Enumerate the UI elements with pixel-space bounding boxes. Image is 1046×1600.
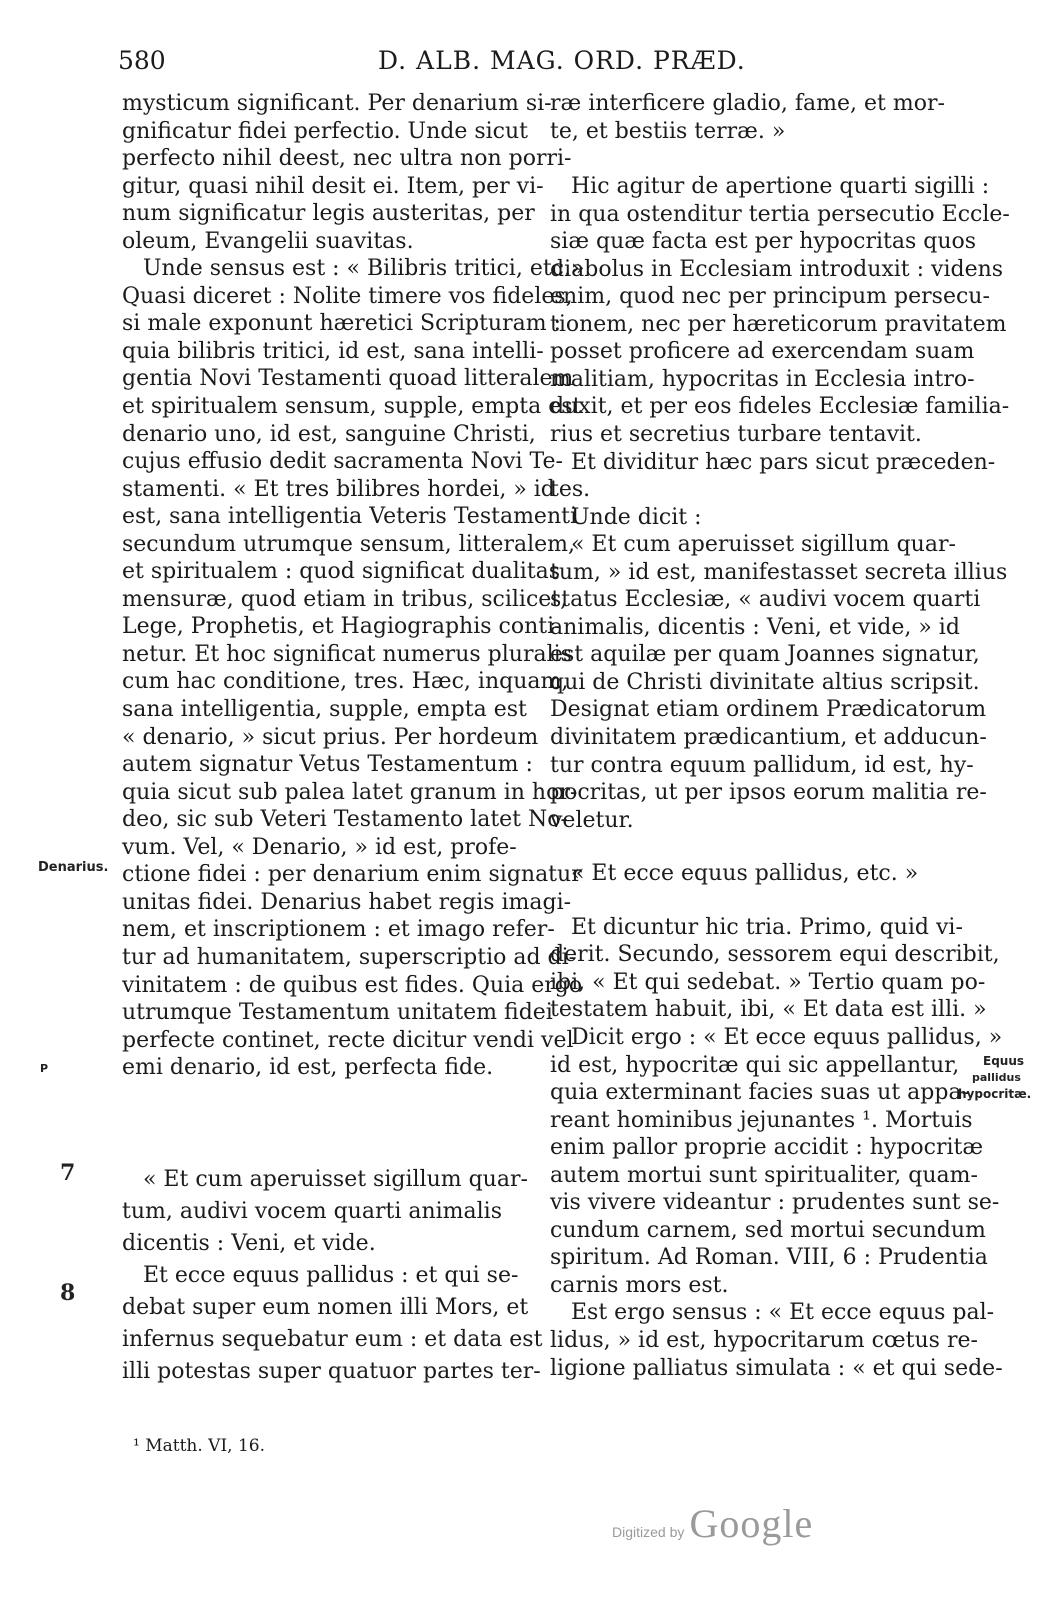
text-line: in qua ostenditur tertia persecutio Eccle- (550, 201, 1010, 227)
text-line: vis vivere videantur : prudentes sunt se- (550, 1190, 1000, 1216)
text-line: autem mortui sunt spiritualiter, quam- (550, 1162, 978, 1188)
text-line: siæ quæ facta est per hypocritas quos (550, 229, 977, 255)
right-text-c (550, 914, 1003, 1382)
text-line: netur. Et hoc significat numerus pluralis (122, 641, 572, 667)
text-line: Et dicuntur hic tria. Primo, quid vi- (550, 914, 963, 940)
text-line: deo, sic sub Veteri Testamento latet No- (122, 807, 568, 833)
left-verse-text (122, 1164, 543, 1388)
text-line: illi potestas super quatuor partes ter- (122, 1358, 541, 1384)
text-line: denario uno, id est, sanguine Christi, (122, 421, 536, 447)
text-line: « denario, » sicut prius. Per hordeum (122, 724, 539, 750)
text-line: sana intelligentia, supple, empta est (122, 697, 527, 723)
text-line: Est ergo sensus : « Et ecce equus pal- (550, 1300, 995, 1326)
text-line: tionem, nec per hæreticorum pravitatem (550, 311, 1007, 337)
margin-note-equus-2: pallidus (972, 1071, 1021, 1084)
text-line: ræ interficere gladio, fame, et mor- (550, 91, 945, 116)
text-line: gnificatur fidei perfectio. Unde sicut (122, 118, 529, 144)
text-line: est, sana intelligentia Veteris Testamenti (122, 504, 577, 530)
text-line: enim, quod nec per principum persecu- (550, 284, 990, 310)
text-line: vinitatem : de quibus est fides. Quia ergo (122, 972, 583, 998)
margin-note-verse-7: 7 (60, 1160, 76, 1186)
text-line: unitas fidei. Denarius habet regis imagi- (122, 889, 572, 915)
text-line: rius et secretius turbare tentavit. (550, 422, 922, 448)
text-line: veletur. (550, 807, 634, 833)
text-line: id est, hypocritæ qui sic appellantur, (550, 1052, 960, 1078)
text-line: pocritas, ut per ipsos eorum malitia re- (550, 780, 987, 806)
text-line: Lege, Prophetis, et Hagiographis conti- (122, 614, 562, 640)
text-line: perfecte continet, recte dicitur vendi vel (122, 1027, 574, 1053)
text-line: Designat etiam ordinem Prædicatorum (550, 697, 987, 723)
right-column (550, 90, 1010, 1382)
text-line: malitiam, hypocritas in Ecclesia intro- (550, 366, 975, 392)
text-line: testatem habuit, ibi, « Et data est illi. » (550, 997, 987, 1023)
text-line: utrumque Testamentum unitatem fidei (122, 1000, 553, 1026)
text-line: gentia Novi Testamenti quoad litteralem (122, 366, 574, 392)
margin-note-equus-1: Equus (983, 1054, 1025, 1068)
text-line: carnis mors est. (550, 1272, 729, 1298)
margin-note-denarius: Denarius. (38, 860, 109, 875)
text-line: Et dividitur hæc pars sicut præceden- (550, 449, 996, 475)
text-line: qui de Christi divinitate altius scripsit. (550, 669, 980, 695)
text-line: posset proficere ad exercendam suam (550, 339, 975, 365)
text-line: perfecto nihil deest, nec ultra non porri- (122, 146, 572, 172)
text-line: « Et cum aperuisset sigillum quar- (550, 532, 956, 558)
text-line: enim pallor proprie accidit : hypocritæ (550, 1135, 984, 1161)
right-text-a (550, 90, 955, 145)
text-line: secundum utrumque sensum, litteralem, (122, 531, 575, 557)
text-line: est aquilæ per quam Joannes signatur, (550, 642, 980, 668)
text-line: diabolus in Ecclesiam introduxit : videns (550, 256, 1004, 282)
text-line: cundum carnem, sed mortui secundum (550, 1217, 986, 1243)
watermark-brand: Google (689, 1501, 814, 1546)
text-line: tum, audivi vocem quarti animalis (122, 1198, 503, 1224)
margin-note-verse-8: 8 (60, 1280, 76, 1306)
text-line: gitur, quasi nihil desit ei. Item, per vi- (122, 173, 544, 199)
text-line: quia exterminant facies suas ut appa- (550, 1080, 969, 1106)
text-line: tum, » id est, manifestasset secreta illius (550, 559, 1008, 585)
text-line: stamenti. « Et tres bilibres hordei, » id (122, 476, 555, 502)
text-line: Quasi diceret : Nolite timere vos fideles, (122, 283, 573, 309)
text-line: cujus effusio dedit sacramenta Novi Te- (122, 449, 563, 475)
text-line: autem signatur Vetus Testamentum : (122, 752, 533, 778)
text-line: reant hominibus jejunantes ¹. Mortuis (550, 1107, 973, 1133)
text-line: cum hac conditione, tres. Hæc, inquam, (122, 669, 569, 695)
text-line: divinitatem prædicantium, et adducun- (550, 725, 987, 751)
text-line: tur contra equum pallidum, id est, hy- (550, 752, 974, 778)
text-line: vum. Vel, « Denario, » id est, profe- (122, 834, 517, 860)
text-line: debat super eum nomen illi Mors, et (122, 1294, 529, 1320)
text-line: mensuræ, quod etiam in tribus, scilicet, (122, 586, 568, 612)
text-line: « Et cum aperuisset sigillum quar- (122, 1166, 528, 1192)
text-line: et spiritualem sensum, supple, empta est (122, 394, 582, 420)
digitized-watermark (612, 1500, 813, 1547)
text-line: et spiritualem : quod significat dualitas (122, 559, 561, 585)
text-line: nem, et inscriptionem : et imago refer- (122, 917, 555, 943)
text-line: tur ad humanitatem, superscriptio ad di- (122, 944, 577, 970)
text-line: Dicit ergo : « Et ecce equus pallidus, » (550, 1024, 1003, 1050)
text-line: emi denario, id est, perfecta fide. (122, 1055, 494, 1081)
text-line: derit. Secundo, sessorem equi describit, (550, 942, 1000, 968)
text-line: num significatur legis austeritas, per (122, 201, 535, 227)
text-line: spiritum. Ad Roman. VIII, 6 : Prudentia (550, 1245, 988, 1271)
text-line: Unde dicit : (550, 504, 702, 530)
text-line: quia bilibris tritici, id est, sana intelli- (122, 338, 544, 364)
text-line: tes. (550, 477, 591, 503)
text-line: ligione palliatus simulata : « et qui sede- (550, 1355, 1003, 1381)
text-line: quia sicut sub palea latet granum in hor- (122, 779, 578, 805)
margin-note-verse-p: P (40, 1062, 49, 1075)
text-line: Hic agitur de apertione quarti sigilli : (550, 174, 990, 200)
text-line: Et ecce equus pallidus : et qui se- (122, 1262, 519, 1288)
margin-note-equus-3: hypocritæ. (958, 1087, 1032, 1101)
right-text-b (550, 173, 1010, 834)
running-title: D. ALB. MAG. ORD. PRÆD. (378, 46, 746, 75)
text-line: duxit, et per eos fideles Ecclesiæ familia- (550, 394, 1010, 420)
text-line: dicentis : Veni, et vide. (122, 1230, 376, 1256)
text-line: lidus, » id est, hypocritarum cœtus re- (550, 1327, 978, 1353)
text-line: te, et bestiis terræ. » (550, 118, 786, 144)
watermark-prefix: Digitized by (612, 1524, 685, 1540)
left-column (122, 90, 585, 1388)
text-line: animalis, dicentis : Veni, et vide, » id (550, 614, 960, 640)
right-heading: « Et ecce equus pallidus, etc. » (550, 861, 919, 887)
text-line: si male exponunt hæretici Scripturam : (122, 311, 561, 337)
text-line: infernus sequebatur eum : et data est (122, 1326, 543, 1352)
text-line: Unde sensus est : « Bilibris tritici, etc.» (122, 256, 585, 282)
page-number: 580 (118, 46, 166, 75)
footnote: ¹ Matth. VI, 16. (133, 1436, 266, 1456)
text-line: ibi, « Et qui sedebat. » Tertio quam po- (550, 969, 986, 995)
text-line: mysticum significant. Per denarium si- (122, 91, 552, 116)
text-line: ctione fidei : per denarium enim signatur (122, 862, 582, 888)
text-line: status Ecclesiæ, « audivi vocem quarti (550, 587, 981, 613)
text-line: oleum, Evangelii suavitas. (122, 228, 414, 254)
left-body-text (122, 90, 585, 1082)
